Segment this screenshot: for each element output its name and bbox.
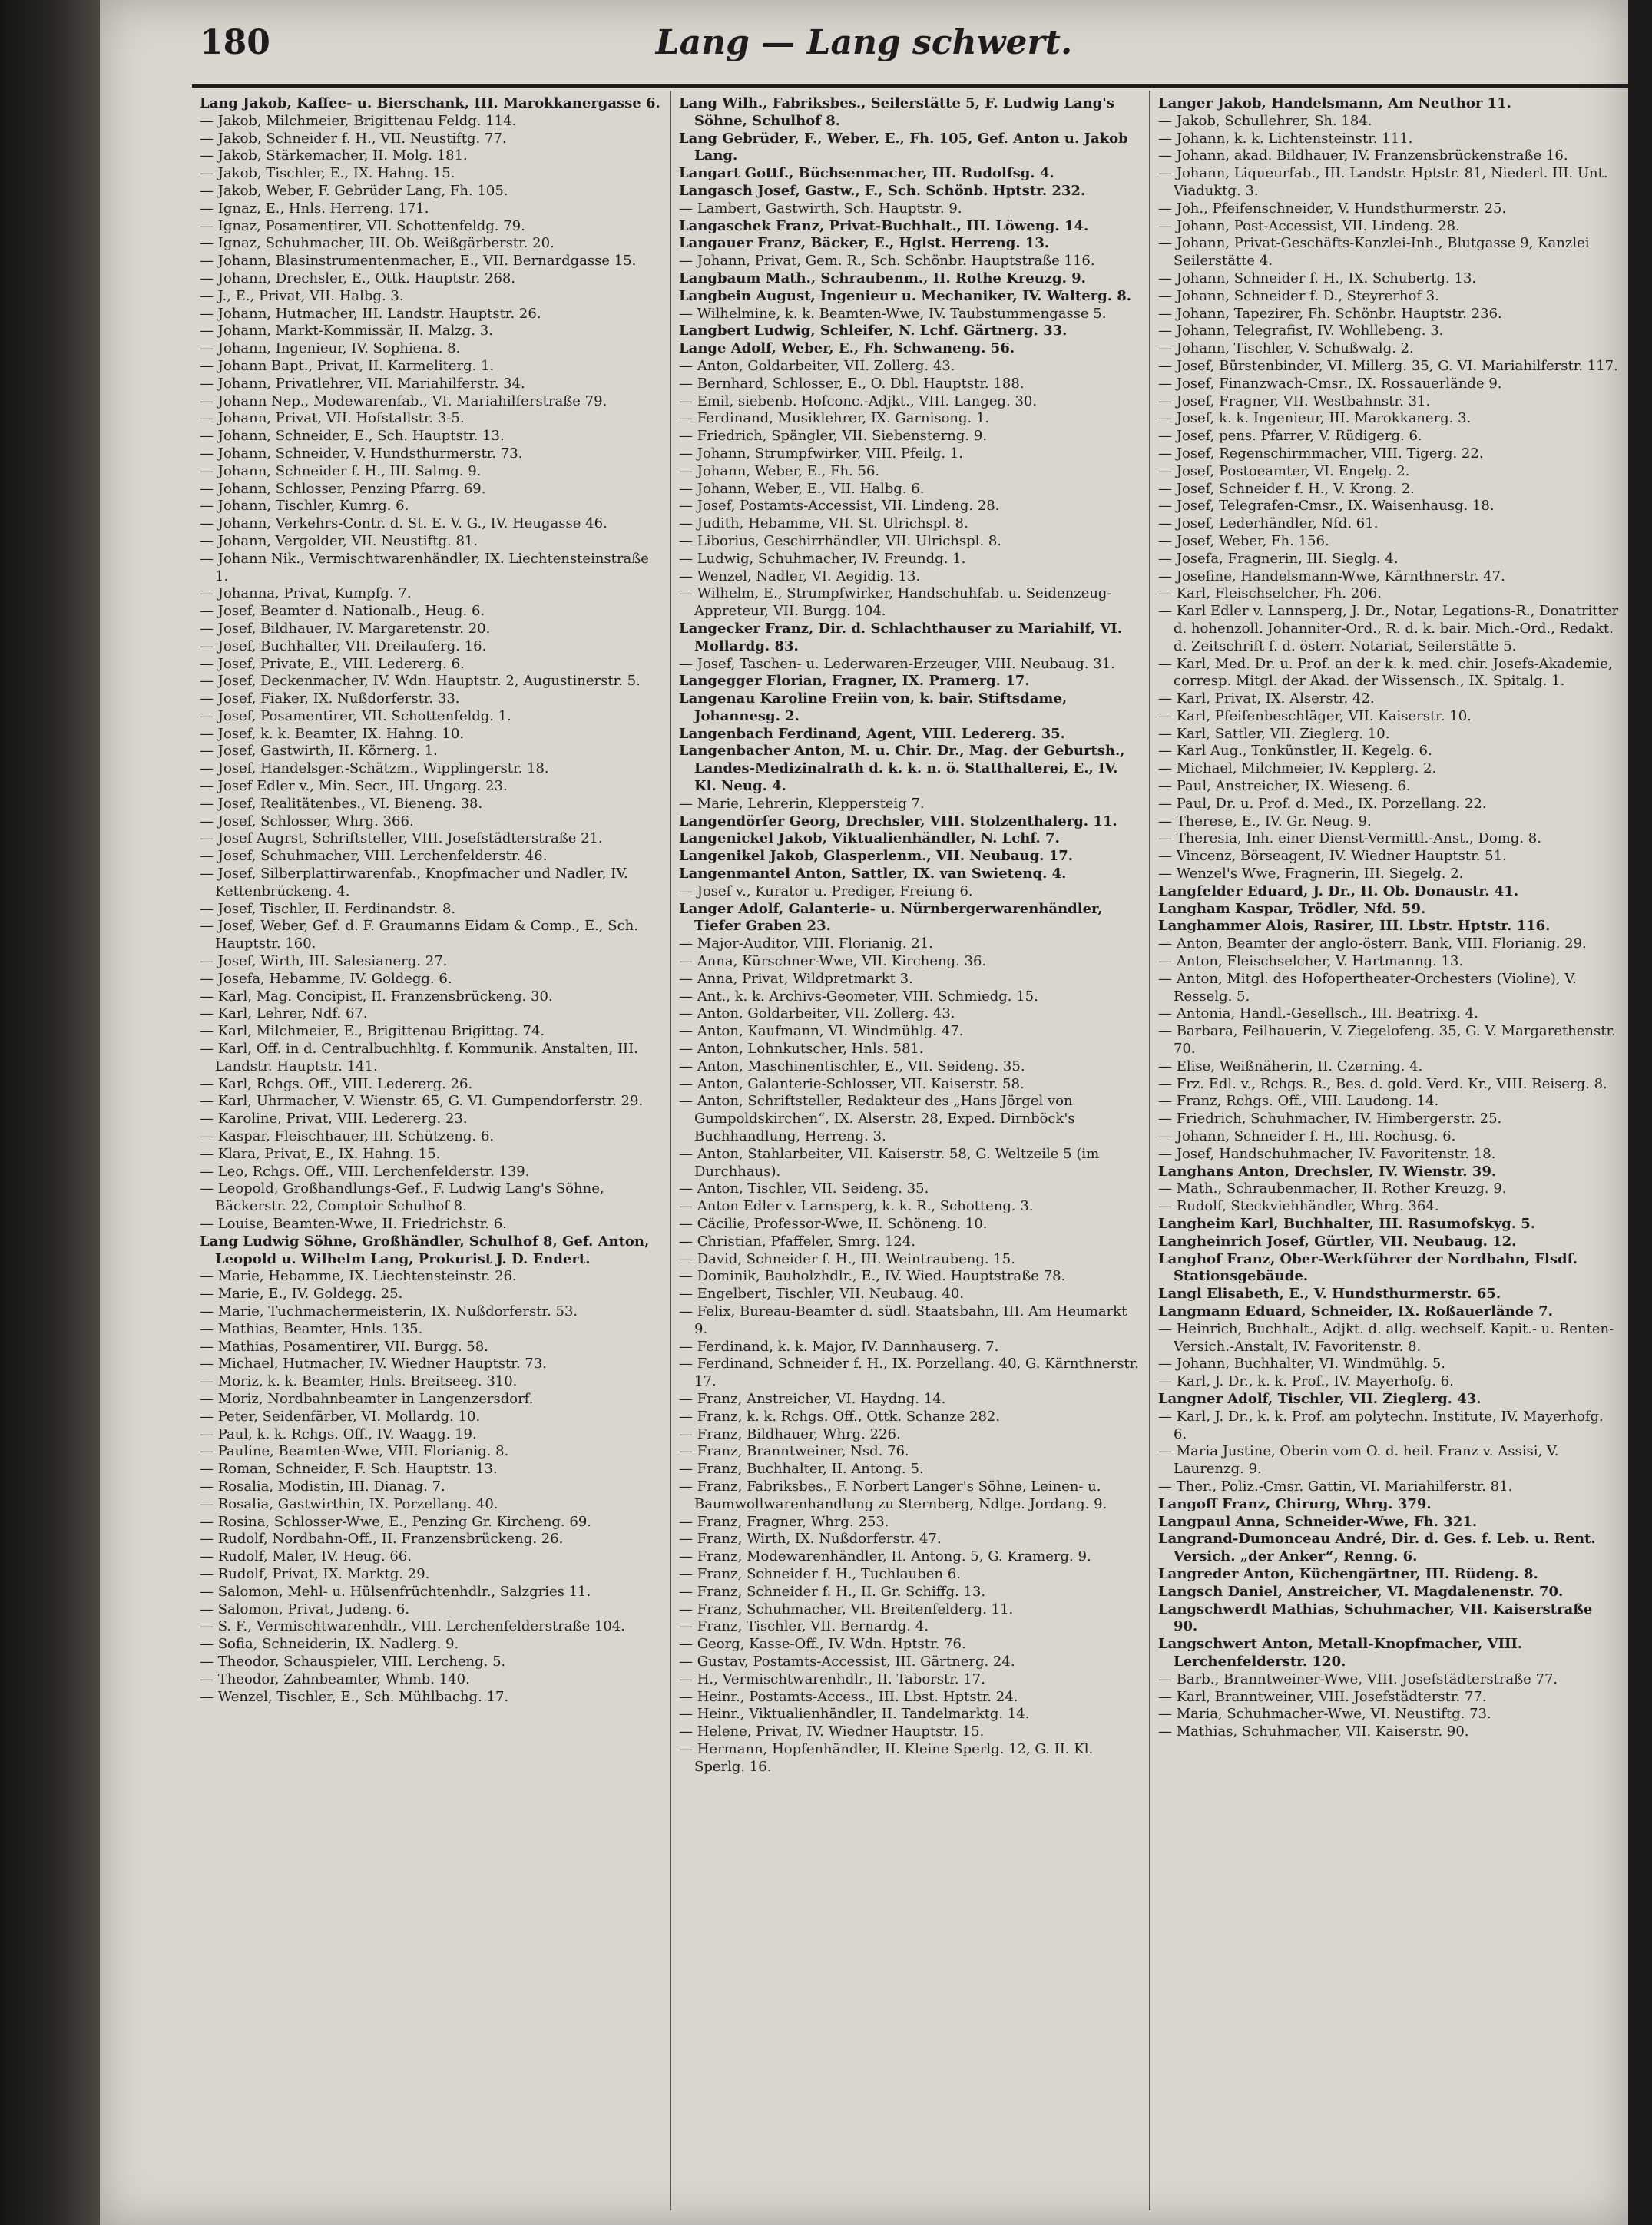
directory-entry: — Josef, Weber, Fh. 156. xyxy=(1158,532,1329,549)
directory-entry: — Josef, Fiaker, IX. Nußdorferstr. 33. xyxy=(200,690,460,707)
directory-entry: — Johann, Schneider, E., Sch. Hauptstr. 13. xyxy=(200,428,505,445)
directory-entry: — Johann, Drechsler, E., Ottk. Hauptstr. 268. xyxy=(200,270,516,286)
directory-entry: — Vincenz, Börseagent, IV. Wiedner Hauptstr. 51. xyxy=(1158,848,1507,865)
directory-entry: — Leopold, Großhandlungs-Gef., F. Ludwig Lang's Söhne, Bäckerstr. 22, Comptoir Schulhof 8. xyxy=(200,1180,604,1215)
directory-entry-head: Lang Jakob, Kaffee- u. Bierschank, III. Marokkanergasse 6. xyxy=(200,95,660,111)
directory-entry: — Anton, Goldarbeiter, VII. Zollerg. 43. xyxy=(679,357,955,374)
directory-entry-head: Langschwert Anton, Metall-Knopfmacher, VIII. Lerchenfelderstr. 120. xyxy=(1158,1636,1523,1670)
directory-entry: — Josef, k. k. Beamter, IX. Hahng. 10. xyxy=(200,725,465,742)
directory-entry: — Dominik, Bauholzhdlr., E., IV. Wied. Hauptstraße 78. xyxy=(679,1268,1066,1285)
directory-entry: — Josef, Weber, Gef. d. F. Graumanns Eidam & Comp., E., Sch. Hauptstr. 160. xyxy=(200,918,638,952)
directory-entry: — Kaspar, Fleischhauer, III. Schützeng. 6. xyxy=(200,1128,495,1145)
directory-entry: — Wilhelm, E., Strumpfwirker, Handschuhfab. u. Seidenzeug-Appreteur, VII. Burgg. 104. xyxy=(679,585,1112,620)
directory-entry: — Karl, J. Dr., k. k. Prof., IV. Mayerhofg. 6. xyxy=(1158,1373,1454,1390)
directory-entry: — Rudolf, Nordbahn-Off., II. Franzensbrückeng. 26. xyxy=(200,1531,564,1548)
directory-entry-head: Langmann Eduard, Schneider, IX. Roßauerlände 7. xyxy=(1158,1303,1553,1319)
directory-entry: — Franz, Schneider f. H., II. Gr. Schiffg. 13. xyxy=(679,1583,986,1600)
directory-entry-head: Langenau Karoline Freiin von, k. bair. Stiftsdame, Johannesg. 2. xyxy=(679,690,1068,724)
directory-entry: — Josef, Private, E., VIII. Ledererg. 6. xyxy=(200,655,465,672)
directory-entry: — Theodor, Schauspieler, VIII. Lercheng. 5. xyxy=(200,1653,506,1670)
directory-entry: — Karl Edler v. Lannsperg, J. Dr., Notar, Legations-R., Donatritter d. hohenzoll. Johanniter-Ord., R. d. k. bair. Mich.-Ord., Redakt. d. Zeitschrift f. d. österr. Notariat, Seilerstätte 5. xyxy=(1158,603,1619,654)
header-rule xyxy=(192,84,1628,88)
book-binding-edge xyxy=(0,0,100,2225)
directory-entry-head: Langheinrich Josef, Gürtler, VII. Neubaug. 12. xyxy=(1158,1233,1517,1250)
directory-entry: — Karl, Sattler, VII. Zieglerg. 10. xyxy=(1158,725,1390,742)
directory-entry: — Karl, Mag. Concipist, II. Franzensbrückeng. 30. xyxy=(200,988,553,1005)
directory-column-2 xyxy=(671,91,1150,2210)
directory-entry: — Paul, Dr. u. Prof. d. Med., IX. Porzellang. 22. xyxy=(1158,795,1487,812)
directory-entry: — Leo, Rchgs. Off., VIII. Lerchenfelderstr. 139. xyxy=(200,1163,530,1180)
directory-entry: — Wenzel, Nadler, VI. Aegidig. 13. xyxy=(679,568,921,584)
directory-entry: — Johann, akad. Bildhauer, IV. Franzensbrückenstraße 16. xyxy=(1158,147,1568,164)
directory-entry: — Johann, Tischler, V. Schußwalg. 2. xyxy=(1158,340,1414,357)
running-title: Lang — Lang schwert. xyxy=(655,23,1073,62)
directory-entry: — Ant., k. k. Archivs-Geometer, VIII. Schmiedg. 15. xyxy=(679,988,1038,1005)
directory-entry-head: Langer Jakob, Handelsmann, Am Neuthor 11. xyxy=(1158,95,1511,111)
directory-entry: — Josef, Wirth, III. Salesianerg. 27. xyxy=(200,953,448,970)
directory-entry: — Jakob, Schullehrer, Sh. 184. xyxy=(1158,112,1372,129)
directory-entry: — Therese, E., IV. Gr. Neug. 9. xyxy=(1158,813,1372,829)
directory-entry: — Johann, Schneider f. H., III. Salmg. 9. xyxy=(200,462,482,479)
directory-entry: — Karl, Privat, IX. Alserstr. 42. xyxy=(1158,690,1375,707)
directory-entry: — Johann, Schneider f. D., Steyrerhof 3. xyxy=(1158,287,1439,304)
directory-entry: — Heinrich, Buchhalt., Adjkt. d. allg. wechself. Kapit.- u. Renten-Versich.-Anstalt, IV. Favoritenstr. 8. xyxy=(1158,1320,1614,1355)
directory-entry: — Anton, Fleischselcher, V. Hartmanng. 13. xyxy=(1158,953,1464,970)
directory-entry: — Johann, Vergolder, VII. Neustiftg. 81. xyxy=(200,532,478,549)
directory-entry: — Salomon, Mehl- u. Hülsenfrüchtenhdlr., Salzgries 11. xyxy=(200,1583,591,1600)
directory-entry: — Johann, Liqueurfab., III. Landstr. Hptstr. 81, Niederl. III. Unt. Viaduktg. 3. xyxy=(1158,165,1608,199)
directory-entry: — Anton, Maschinentischler, E., VII. Seideng. 35. xyxy=(679,1058,1025,1074)
directory-entry: — Ferdinand, Musiklehrer, IX. Garnisong. 1. xyxy=(679,410,990,427)
directory-entry: — Elise, Weißnäherin, II. Czerning. 4. xyxy=(1158,1058,1423,1074)
directory-entry: — Felix, Bureau-Beamter d. südl. Staatsbahn, III. Am Heumarkt 9. xyxy=(679,1303,1127,1337)
directory-entry-head: Langbaum Math., Schraubenm., II. Rothe Kreuzg. 9. xyxy=(679,270,1086,286)
directory-entry: — Karl Aug., Tonkünstler, II. Kegelg. 6. xyxy=(1158,743,1432,760)
directory-entry: — Ludwig, Schuhmacher, IV. Freundg. 1. xyxy=(679,550,966,567)
directory-entry: — Johann, k. k. Lichtensteinstr. 111. xyxy=(1158,130,1413,147)
directory-entry: — Josef, Finanzwach-Cmsr., IX. Rossauerlände 9. xyxy=(1158,375,1502,392)
directory-entry-head: Langschwerdt Mathias, Schuhmacher, VII. Kaiserstraße 90. xyxy=(1158,1601,1593,1635)
directory-entry: — Helene, Privat, IV. Wiedner Hauptstr. 15. xyxy=(679,1723,985,1740)
directory-entry: — Johann Nep., Modewarenfab., VI. Mariahilferstraße 79. xyxy=(200,392,607,409)
directory-entry: — Karl, Lehrer, Ndf. 67. xyxy=(200,1005,368,1022)
directory-entry: — Karl, Rchgs. Off., VIII. Ledererg. 26. xyxy=(200,1075,473,1092)
directory-entry-head: Langaschek Franz, Privat-Buchhalt., III. Löweng. 14. xyxy=(679,217,1089,234)
directory-entry: — Johann, Schlosser, Penzing Pfarrg. 69. xyxy=(200,480,486,497)
directory-entry: — Johann, Ingenieur, IV. Sophienа. 8. xyxy=(200,340,461,357)
directory-entry: — Ignaz, E., Hnls. Herreng. 171. xyxy=(200,200,429,217)
directory-entry: — Josef, Beamter d. Nationalb., Heug. 6. xyxy=(200,603,485,620)
directory-entry-head: Langpaul Anna, Schneider-Wwe, Fh. 321. xyxy=(1158,1513,1478,1530)
directory-entry-head: Langenbach Ferdinand, Agent, VIII. Ledererg. 35. xyxy=(679,725,1065,742)
directory-entry: — Josef, Gastwirth, II. Körnerg. 1. xyxy=(200,743,438,760)
directory-entry: — Karl, Med. Dr. u. Prof. an der k. k. med. chir. Josefs-Akademie, corresp. Mitgl. der Akad. der Wissensch., IX. Spitalg. 1. xyxy=(1158,655,1613,690)
directory-entry-head: Langrand-Dumonceau André, Dir. d. Ges. f. Leb. u. Rent. Versich. „der Anker“, Renng. 6. xyxy=(1158,1531,1596,1565)
directory-entry-head: Langegger Florian, Fragner, IX. Pramerg. 17. xyxy=(679,673,1030,690)
directory-entry: — Josef, pens. Pfarrer, V. Rüdigerg. 6. xyxy=(1158,428,1422,445)
directory-entry: — Major-Auditor, VIII. Florianig. 21. xyxy=(679,935,933,952)
directory-entry: — Sofia, Schneiderin, IX. Nadlerg. 9. xyxy=(200,1636,459,1653)
directory-entry: — Johann, Hutmacher, III. Landstr. Hauptstr. 26. xyxy=(200,305,541,322)
directory-entry: — Marie, Hebamme, IX. Liechtensteinstr. 26. xyxy=(200,1268,517,1285)
directory-entry: — Ferdinand, k. k. Major, IV. Dannhauserg. 7. xyxy=(679,1338,999,1355)
directory-entry: — Rudolf, Maler, IV. Heug. 66. xyxy=(200,1548,412,1565)
directory-entry: — Wenzel, Tischler, E., Sch. Mühlbachg. 17. xyxy=(200,1688,509,1705)
directory-entry: — Karl, Branntweiner, VIII. Josefstädterstr. 77. xyxy=(1158,1688,1487,1705)
directory-entry: — Johann, Tischler, Kumrg. 6. xyxy=(200,498,409,515)
directory-entry: — Anton, Schriftsteller, Redakteur des „Hans Jörgel von Gumpoldskirchen“, IX. Alserstr. 28, Exped. Dirnböck's Buchhandlung, Herreng. 3. xyxy=(679,1093,1075,1145)
directory-entry: — Anton, Mitgl. des Hofopertheater-Orchesters (Violine), V. Resselg. 5. xyxy=(1158,970,1577,1005)
directory-entry-head: Lang Gebrüder, F., Weber, E., Fh. 105, Gef. Anton u. Jakob Lang. xyxy=(679,130,1128,164)
directory-entry: — Karl, Milchmeier, E., Brigittenau Brigittag. 74. xyxy=(200,1023,545,1040)
directory-entry: — Johann, Weber, E., Fh. 56. xyxy=(679,462,880,479)
directory-entry: — Johann, Privatlehrer, VII. Mariahilferstr. 34. xyxy=(200,375,525,392)
directory-entry: — Liborius, Geschirrhändler, VII. Ulrichspl. 8. xyxy=(679,532,1002,549)
directory-entry-head: Langheim Karl, Buchhalter, III. Rasumofskyg. 5. xyxy=(1158,1216,1536,1232)
directory-entry: — Johann, Schneider, V. Hundsthurmerstr. 73. xyxy=(200,445,523,462)
directory-entry: — Anton, Kaufmann, VI. Windmühlg. 47. xyxy=(679,1023,964,1040)
directory-entry: — David, Schneider f. H., III. Weintraubeng. 15. xyxy=(679,1250,1015,1267)
directory-entry: — Gustav, Postamts-Accessist, III. Gärtnerg. 24. xyxy=(679,1653,1015,1670)
directory-entry: — Josef, Lederhändler, Nfd. 61. xyxy=(1158,515,1379,532)
directory-entry-head: Langbert Ludwig, Schleifer, N. Lchf. Gärtnerg. 33. xyxy=(679,323,1068,339)
directory-entry: — Johann, Tapezirer, Fh. Schönbr. Hauptstr. 236. xyxy=(1158,305,1502,322)
directory-entry: — Anna, Privat, Wildpretmarkt 3. xyxy=(679,970,913,987)
directory-column-1 xyxy=(192,91,671,2210)
directory-entry: — Johann, Schneider f. H., III. Rochusg. 6. xyxy=(1158,1128,1456,1145)
directory-entry: — Marie, Lehrerin, Kleppersteig 7. xyxy=(679,795,925,812)
directory-entry: — Anton, Lohnkutscher, Hnls. 581. xyxy=(679,1041,924,1058)
directory-entry: — Cäcilie, Professor-Wwe, II. Schöneng. 10. xyxy=(679,1216,988,1232)
directory-entry: — Hermann, Hopfenhändler, II. Kleine Sperlg. 12, G. II. Kl. Sperlg. 16. xyxy=(679,1740,1094,1775)
directory-entry: — Paul, Anstreicher, IX. Wieseng. 6. xyxy=(1158,778,1411,795)
directory-entry: — Judith, Hebamme, VII. St. Ulrichspl. 8. xyxy=(679,515,968,532)
directory-entry: — Josef, k. k. Ingenieur, III. Marokkanerg. 3. xyxy=(1158,410,1472,427)
directory-column-3 xyxy=(1150,91,1628,2210)
directory-entry: — Josef, Bürstenbinder, VI. Millerg. 35, G. VI. Mariahilferstr. 117. xyxy=(1158,357,1618,374)
directory-entry: — Josef, Postoeamter, VI. Engelg. 2. xyxy=(1158,462,1410,479)
directory-entry: — Josef Augrst, Schriftsteller, VIII. Josefstädterstraße 21. xyxy=(200,830,603,847)
directory-entry: — Jakob, Tischler, E., IX. Hahng. 15. xyxy=(200,165,455,182)
directory-entry: — Karl, Off. in d. Centralbuchhltg. f. Kommunik. Anstalten, III. Landstr. Hauptstr. 141. xyxy=(200,1041,638,1074)
directory-entry: — Maria Justine, Oberin vom O. d. heil. Franz v. Assisi, V. Laurenzg. 9. xyxy=(1158,1443,1559,1478)
directory-entry-head: Langart Gottf., Büchsenmacher, III. Rudolfsg. 4. xyxy=(679,165,1054,182)
directory-entry: — Josef, Bildhauer, IV. Margaretenstr. 20. xyxy=(200,620,491,637)
directory-entry-head: Langauer Franz, Bäcker, E., Hglst. Herreng. 13. xyxy=(679,235,1050,252)
directory-entry: — Franz, Rchgs. Off., VIII. Laudong. 14. xyxy=(1158,1093,1439,1110)
directory-entry-head: Langl Elisabeth, E., V. Hundsthurmerstr. 65. xyxy=(1158,1286,1501,1303)
directory-entry: — Peter, Seidenfärber, VI. Mollardg. 10. xyxy=(200,1408,481,1425)
directory-entry: — Josef Edler v., Min. Secr., III. Ungarg. 23. xyxy=(200,778,508,795)
directory-entry: — Mathias, Schuhmacher, VII. Kaiserstr. 90. xyxy=(1158,1723,1469,1740)
directory-entry: — Johann, Markt-Kommissär, II. Malzg. 3. xyxy=(200,323,493,339)
directory-entry: — Roman, Schneider, F. Sch. Hauptstr. 13. xyxy=(200,1461,498,1478)
page-header xyxy=(100,23,1628,69)
directory-entry-head: Langecker Franz, Dir. d. Schlachthauser zu Mariahilf, VI. Mollardg. 83. xyxy=(679,620,1122,654)
directory-columns xyxy=(192,91,1628,2210)
directory-entry: — Johann, Privat, VII. Hofstallstr. 3-5. xyxy=(200,410,465,427)
directory-entry: — Michael, Hutmacher, IV. Wiedner Hauptstr. 73. xyxy=(200,1356,547,1372)
directory-entry-head: Lang Wilh., Fabriksbes., Seilerstätte 5, F. Ludwig Lang's Söhne, Schulhof 8. xyxy=(679,95,1114,129)
directory-entry-head: Langbein August, Ingenieur u. Mechaniker, IV. Walterg. 8. xyxy=(679,287,1132,304)
directory-entry: — Christian, Pfaffeler, Smrg. 124. xyxy=(679,1233,915,1250)
directory-entry: — Franz, k. k. Rchgs. Off., Ottk. Schanze 282. xyxy=(679,1408,1001,1425)
directory-entry: — Josef, Taschen- u. Lederwaren-Erzeuger, VIII. Neubaug. 31. xyxy=(679,655,1115,672)
directory-entry: — Johann, Privat, Gem. R., Sch. Schönbr. Hauptstraße 116. xyxy=(679,253,1095,270)
directory-entry: — Wilhelmine, k. k. Beamten-Wwe, IV. Taubstummengasse 5. xyxy=(679,305,1107,322)
directory-entry: — Mathias, Posamentirer, VII. Burgg. 58. xyxy=(200,1338,488,1355)
directory-entry: — Josefa, Hebamme, IV. Goldegg. 6. xyxy=(200,970,452,987)
directory-entry-head: Lang Ludwig Söhne, Großhändler, Schulhof 8, Gef. Anton, Leopold u. Wilhelm Lang, Prokurist J. D. Endert. xyxy=(200,1233,650,1267)
directory-entry: — Josef, Fragner, VII. Westbahnstr. 31. xyxy=(1158,392,1431,409)
directory-entry-head: Langendörfer Georg, Drechsler, VIII. Stolzenthalerg. 11. xyxy=(679,813,1117,829)
directory-entry: — Moriz, Nordbahnbeamter in Langenzersdorf. xyxy=(200,1390,534,1407)
directory-entry: — Josef, Buchhalter, VII. Dreilauferg. 16. xyxy=(200,637,487,654)
directory-entry: — Rosalia, Gastwirthin, IX. Porzellang. 40. xyxy=(200,1495,498,1512)
directory-entry: — Johanna, Privat, Kumpfg. 7. xyxy=(200,585,412,602)
directory-entry: — Klara, Privat, E., IX. Hahng. 15. xyxy=(200,1145,441,1162)
directory-entry: — Ignaz, Posamentirer, VII. Schottenfeldg. 79. xyxy=(200,217,525,234)
directory-entry-head: Langfelder Eduard, J. Dr., II. Ob. Donaustr. 41. xyxy=(1158,882,1519,899)
directory-entry: — Johann, Privat-Geschäfts-Kanzlei-Inh., Blutgasse 9, Kanzlei Seilerstätte 4. xyxy=(1158,235,1590,270)
directory-entry: — Ther., Poliz.-Cmsr. Gattin, VI. Mariahilferstr. 81. xyxy=(1158,1478,1513,1495)
directory-entry-head: Langasch Josef, Gastw., F., Sch. Schönb. Hptstr. 232. xyxy=(679,182,1086,199)
directory-entry: — Lambert, Gastwirth, Sch. Hauptstr. 9. xyxy=(679,200,962,217)
directory-entry-head: Langsch Daniel, Anstreicher, VI. Magdalenenstr. 70. xyxy=(1158,1583,1564,1600)
directory-entry: — Franz, Branntweiner, Nsd. 76. xyxy=(679,1443,909,1460)
directory-entry: — Louise, Beamten-Wwe, II. Friedrichstr. 6. xyxy=(200,1216,507,1232)
directory-entry: — Rudolf, Privat, IX. Marktg. 29. xyxy=(200,1565,430,1582)
directory-entry: — Karl, Fleischselcher, Fh. 206. xyxy=(1158,585,1382,602)
directory-entry: — Marie, Tuchmachermeisterin, IX. Nußdorferstr. 53. xyxy=(200,1303,578,1319)
directory-entry: — Franz, Anstreicher, VI. Haydng. 14. xyxy=(679,1390,946,1407)
directory-entry: — Georg, Kasse-Off., IV. Wdn. Hptstr. 76. xyxy=(679,1636,966,1653)
directory-entry: — Karoline, Privat, VIII. Ledererg. 23. xyxy=(200,1111,468,1127)
directory-entry: — Josefine, Handelsmann-Wwe, Kärnthnerstr. 47. xyxy=(1158,568,1505,584)
directory-entry: — Josef, Schuhmacher, VIII. Lerchenfelderstr. 46. xyxy=(200,848,548,865)
directory-entry: — Josef, Postamts-Accessist, VII. Lindeng. 28. xyxy=(679,498,1000,515)
directory-entry: — Josef, Posamentirer, VII. Schottenfeldg. 1. xyxy=(200,707,511,724)
directory-entry: — Franz, Wirth, IX. Nußdorferstr. 47. xyxy=(679,1531,942,1548)
directory-entry: — Barb., Branntweiner-Wwe, VIII. Josefstädterstraße 77. xyxy=(1158,1670,1558,1687)
directory-entry: — Josef, Silberplattirwarenfab., Knopfmacher und Nadler, IV. Kettenbrückeng. 4. xyxy=(200,866,628,899)
directory-entry: — Josef, Schlosser, Whrg. 366. xyxy=(200,813,414,829)
directory-entry: — Franz, Tischler, VII. Bernardg. 4. xyxy=(679,1618,929,1635)
directory-entry: — Johann, Blasinstrumentenmacher, E., VII. Bernardgasse 15. xyxy=(200,253,637,270)
directory-entry-head: Langenmantel Anton, Sattler, IX. van Swietenq. 4. xyxy=(679,866,1067,882)
directory-entry: — Franz, Bildhauer, Whrg. 226. xyxy=(679,1425,901,1442)
directory-entry: — Math., Schraubenmacher, II. Rother Kreuzg. 9. xyxy=(1158,1180,1507,1197)
directory-entry: — Johann Nik., Vermischtwarenhändler, IX. Liechtensteinstraße 1. xyxy=(200,550,649,584)
directory-entry: — Ignaz, Schuhmacher, III. Ob. Weißgärberstr. 20. xyxy=(200,235,555,252)
directory-entry: — Mathias, Beamter, Hnls. 135. xyxy=(200,1320,423,1337)
directory-entry: — Karl, Uhrmacher, V. Wienstr. 65, G. VI. Gumpendorferstr. 29. xyxy=(200,1093,644,1110)
directory-entry: — Johann, Telegrafist, IV. Wohllebeng. 3. xyxy=(1158,323,1444,339)
directory-entry-head: Langoff Franz, Chirurg, Whrg. 379. xyxy=(1158,1495,1432,1512)
directory-entry: — Wenzel's Wwe, Fragnerin, III. Siegelg. 2. xyxy=(1158,866,1464,882)
directory-entry: — Josef, Schneider f. H., V. Krong. 2. xyxy=(1158,480,1415,497)
directory-entry: — Pauline, Beamten-Wwe, VIII. Florianig. 8. xyxy=(200,1443,509,1460)
directory-entry: — Rosina, Schlosser-Wwe, E., Penzing Gr. Kircheng. 69. xyxy=(200,1513,592,1530)
directory-entry: — Karl, Pfeifenbeschläger, VII. Kaiserstr. 10. xyxy=(1158,707,1472,724)
directory-entry: — S. F., Vermischtwarenhdlr., VIII. Lerchenfelderstraße 104. xyxy=(200,1618,625,1635)
directory-entry-head: Langhof Franz, Ober-Werkführer der Nordbahn, Flsdf. Stationsgebäude. xyxy=(1158,1250,1578,1285)
directory-entry: — Antonia, Handl.-Gesellsch., III. Beatrixg. 4. xyxy=(1158,1005,1478,1022)
directory-entry-head: Langner Adolf, Tischler, VII. Zieglerg. 43. xyxy=(1158,1390,1482,1407)
directory-entry: — Franz, Schuhmacher, VII. Breitenfelderg. 11. xyxy=(679,1601,1014,1617)
directory-entry: — Josef, Telegrafen-Cmsr., IX. Waisenhausg. 18. xyxy=(1158,498,1495,515)
directory-entry: — Anton, Tischler, VII. Seideng. 35. xyxy=(679,1180,929,1197)
directory-entry: — Rudolf, Steckviehhändler, Whrg. 364. xyxy=(1158,1198,1439,1215)
directory-entry-head: Lange Adolf, Weber, E., Fh. Schwaneng. 56. xyxy=(679,340,1015,357)
directory-entry: — Josef, Deckenmacher, IV. Wdn. Hauptstr. 2, Augustinerstr. 5. xyxy=(200,673,641,690)
directory-entry: — Heinr., Viktualienhändler, II. Tandelmarktg. 14. xyxy=(679,1706,1030,1723)
directory-entry: — Franz, Schneider f. H., Tuchlauben 6. xyxy=(679,1565,961,1582)
directory-entry: — Franz, Fabriksbes., F. Norbert Langer's Söhne, Leinen- u. Baumwollwarenhandlung zu Sternberg, Ndlge. Jordang. 9. xyxy=(679,1478,1107,1512)
directory-entry: — Joh., Pfeifenschneider, V. Hundsthurmerstr. 25. xyxy=(1158,200,1507,217)
directory-entry: — Friedrich, Spängler, VII. Siebensterng. 9. xyxy=(679,428,988,445)
directory-entry-head: Langham Kaspar, Trödler, Nfd. 59. xyxy=(1158,900,1426,917)
directory-entry: — Salomon, Privat, Judeng. 6. xyxy=(200,1601,410,1617)
page-number: 180 xyxy=(200,23,270,62)
directory-entry: — Friedrich, Schuhmacher, IV. Himbergerstr. 25. xyxy=(1158,1111,1502,1127)
directory-entry: — Barbara, Feilhauerin, V. Ziegelofeng. 35, G. V. Margarethenstr. 70. xyxy=(1158,1023,1616,1058)
directory-entry: — Frz. Edl. v., Rchgs. R., Bes. d. gold. Verd. Kr., VIII. Reiserg. 8. xyxy=(1158,1075,1607,1092)
directory-entry: — Josef, Tischler, II. Ferdinandstr. 8. xyxy=(200,900,456,917)
directory-entry: — Engelbert, Tischler, VII. Neubaug. 40. xyxy=(679,1286,965,1303)
directory-entry: — Josef v., Kurator u. Prediger, Freiung 6. xyxy=(679,882,973,899)
directory-entry: — Johann Bapt., Privat, II. Karmeliterg. 1. xyxy=(200,357,495,374)
directory-entry: — Johann, Weber, E., VII. Halbg. 6. xyxy=(679,480,925,497)
directory-entry: — Johann, Verkehrs-Contr. d. St. E. V. G., IV. Heugasse 46. xyxy=(200,515,607,532)
directory-entry: — Michael, Milchmeier, IV. Kepplerg. 2. xyxy=(1158,760,1437,777)
directory-entry: — Theodor, Zahnbeamter, Whmb. 140. xyxy=(200,1670,470,1687)
directory-entry: — Franz, Buchhalter, II. Antong. 5. xyxy=(679,1461,924,1478)
directory-entry: — Theresia, Inh. einer Dienst-Vermittl.-Anst., Domg. 8. xyxy=(1158,830,1541,847)
directory-entry: — Heinr., Postamts-Access., III. Lbst. Hptstr. 24. xyxy=(679,1688,1018,1705)
directory-entry: — Anton, Stahlarbeiter, VII. Kaiserstr. 58, G. Weltzeile 5 (im Durchhaus). xyxy=(679,1145,1100,1180)
directory-entry-head: Langreder Anton, Küchengärtner, III. Rüdeng. 8. xyxy=(1158,1565,1538,1582)
directory-entry: — Josefa, Fragnerin, III. Sieglg. 4. xyxy=(1158,550,1399,567)
directory-entry: — Anton, Goldarbeiter, VII. Zollerg. 43. xyxy=(679,1005,955,1022)
directory-entry: — Johann, Post-Accessist, VII. Lindeng. 28. xyxy=(1158,217,1460,234)
directory-entry: — Johann, Schneider f. H., IX. Schubertg. 13. xyxy=(1158,270,1477,286)
directory-entry: — Maria, Schuhmacher-Wwe, VI. Neustiftg. 73. xyxy=(1158,1706,1491,1723)
directory-entry: — Josef, Regenschirmmacher, VIII. Tigerg. 22. xyxy=(1158,445,1484,462)
directory-entry: — Franz, Modewarenhändler, II. Antong. 5, G. Kramerg. 9. xyxy=(679,1548,1091,1565)
directory-entry: — J., E., Privat, VII. Halbg. 3. xyxy=(200,287,404,304)
directory-entry: — Moriz, k. k. Beamter, Hnls. Breitseeg. 310. xyxy=(200,1373,518,1390)
directory-entry-head: Langer Adolf, Galanterie- u. Nürnbergerwarenhändler, Tiefer Graben 23. xyxy=(679,900,1103,935)
directory-entry: — Anna, Kürschner-Wwe, VII. Kircheng. 36. xyxy=(679,953,987,970)
directory-entry: — Rosalia, Modistin, III. Dianag. 7. xyxy=(200,1478,445,1495)
directory-entry: — Johann, Buchhalter, VI. Windmühlg. 5. xyxy=(1158,1356,1446,1372)
directory-entry: — Marie, E., IV. Goldegg. 25. xyxy=(200,1286,403,1303)
directory-entry: — Josef, Handschuhmacher, IV. Favoritenstr. 18. xyxy=(1158,1145,1496,1162)
directory-entry: — Ferdinand, Schneider f. H., IX. Porzellang. 40, G. Kärnthnerstr. 17. xyxy=(679,1356,1140,1390)
directory-entry: — H., Vermischtwarenhdlr., II. Taborstr. 17. xyxy=(679,1670,985,1687)
directory-entry: — Jakob, Stärkemacher, II. Molg. 181. xyxy=(200,147,468,164)
directory-entry: — Jakob, Schneider f. H., VII. Neustiftg. 77. xyxy=(200,130,507,147)
directory-entry: — Johann, Strumpfwirker, VIII. Pfeilg. 1. xyxy=(679,445,963,462)
directory-entry: — Emil, siebenb. Hofconc.-Adjkt., VIII. Langeg. 30. xyxy=(679,392,1038,409)
directory-entry: — Jakob, Weber, F. Gebrüder Lang, Fh. 105. xyxy=(200,182,508,199)
directory-entry: — Anton, Galanterie-Schlosser, VII. Kaiserstr. 58. xyxy=(679,1075,1025,1092)
directory-entry-head: Langenickel Jakob, Viktualienhändler, N. Lchf. 7. xyxy=(679,830,1060,847)
directory-entry-head: Langhammer Alois, Rasirer, III. Lbstr. Hptstr. 116. xyxy=(1158,918,1551,935)
directory-entry: — Franz, Fragner, Whrg. 253. xyxy=(679,1513,889,1530)
directory-entry: — Josef, Handelsger.-Schätzm., Wipplingerstr. 18. xyxy=(200,760,549,777)
directory-entry: — Paul, k. k. Rchgs. Off., IV. Waagg. 19. xyxy=(200,1425,477,1442)
directory-entry: — Karl, J. Dr., k. k. Prof. am polytechn. Institute, IV. Mayerhofg. 6. xyxy=(1158,1408,1604,1442)
directory-entry: — Josef, Realitätenbes., VI. Bieneng. 38. xyxy=(200,795,483,812)
directory-entry-head: Langenbacher Anton, M. u. Chir. Dr., Mag. der Geburtsh., Landes-Medizinalrath d. k. k. n. ö. Statthalterei, E., IV. Kl. Neug. 4. xyxy=(679,743,1125,795)
directory-entry: — Jakob, Milchmeier, Brigittenau Feldg. 114. xyxy=(200,112,517,129)
directory-entry-head: Langhans Anton, Drechsler, IV. Wienstr. 39. xyxy=(1158,1163,1497,1180)
directory-entry: — Anton, Beamter der anglo-österr. Bank, VIII. Florianig. 29. xyxy=(1158,935,1587,952)
directory-entry: — Bernhard, Schlosser, E., O. Dbl. Hauptstr. 188. xyxy=(679,375,1025,392)
directory-entry: — Anton Edler v. Larnsperg, k. k. R., Schotteng. 3. xyxy=(679,1198,1034,1215)
directory-entry-head: Langenikel Jakob, Glasperlenm., VII. Neubaug. 17. xyxy=(679,848,1074,865)
